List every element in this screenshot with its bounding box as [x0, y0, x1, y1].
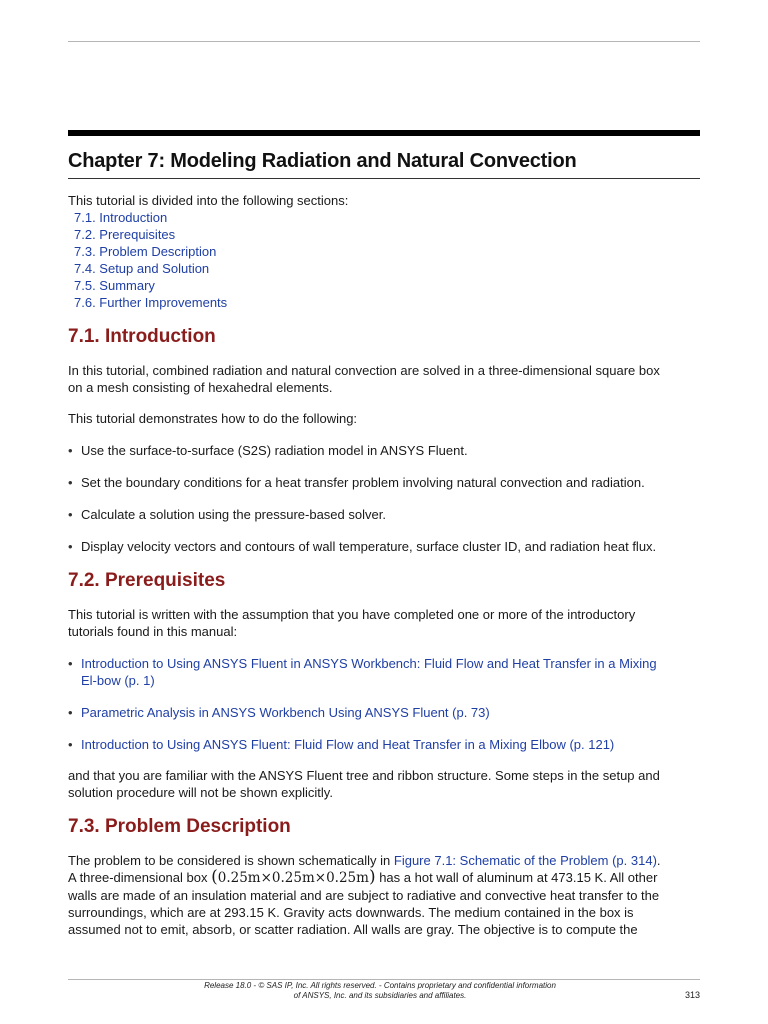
- bullet-icon: •: [68, 539, 73, 554]
- list-item: • Set the boundary conditions for a heat transfer problem involving natural convection and radiation.: [68, 475, 645, 490]
- list-item: • Calculate a solution using the pressure-based solver.: [68, 507, 386, 522]
- section-heading-problem-description: 7.3. Problem Description: [68, 816, 291, 837]
- paren-close: ): [368, 867, 376, 887]
- chapter-underline: [68, 178, 700, 179]
- bullet-icon: •: [68, 656, 73, 671]
- intro-paragraph: In this tutorial, combined radiation and natural convection are solved in a three-dimensional square box on a mesh consisting of hexahedral elements.: [68, 363, 660, 395]
- toc-link-prerequisites[interactable]: 7.2. Prerequisites: [74, 227, 176, 242]
- bullet-icon: •: [68, 705, 73, 720]
- section-heading-introduction: 7.1. Introduction: [68, 326, 216, 347]
- figure-link[interactable]: Figure 7.1: Schematic of the Problem (p. 314): [393, 853, 657, 868]
- list-item: • Use the surface-to-surface (S2S) radiation model in ANSYS Fluent.: [68, 443, 468, 458]
- bullet-icon: •: [68, 507, 73, 522]
- chapter-title: Chapter 7: Modeling Radiation and Natural Convection: [68, 150, 577, 172]
- chapter-rule: [68, 130, 700, 136]
- top-rule: [68, 41, 700, 42]
- toc-list: [68, 209, 668, 311]
- problem-paragraph: The problem to be considered is shown schematically in Figure 7.1: Schematic of the Problem (p. 314). A three-dimensional box (0.25m×0.25m×0.25m) has a hot wall of aluminum at 473.15 K. All other walls are made of an insulation material and are subject to radiative and convective heat transfer to the surroundings, which are at 293.15 K. Gravity acts downwards. The medium contained in the box is assumed not to emit, absorb, or scatter radiation. All walls are gray. The objective is to compute the: [68, 853, 661, 937]
- page-number: 313: [684, 990, 700, 1000]
- bullet-icon: •: [68, 737, 73, 752]
- section-heading-prerequisites: 7.2. Prerequisites: [68, 570, 226, 591]
- footer-copyright: Release 18.0 - © SAS IP, Inc. All rights reserved. - Contains proprietary and confidential information of ANSYS, Inc. and its subsidiaries and affiliates.: [204, 981, 556, 1000]
- page-content: [68, 192, 668, 938]
- bullet-icon: •: [68, 443, 73, 458]
- prereq-familiar-paragraph: and that you are familiar with the ANSYS Fluent tree and ribbon structure. Some steps in the setup and solution procedure will not be shown explicitly.: [68, 768, 660, 800]
- toc-link-introduction[interactable]: 7.1. Introduction: [74, 210, 168, 225]
- bullet-icon: •: [68, 475, 73, 490]
- list-item: • Display velocity vectors and contours of wall temperature, surface cluster ID, and radiation heat flux.: [68, 539, 657, 554]
- toc-link-summary[interactable]: 7.5. Summary: [74, 278, 155, 293]
- toc-link-further-improvements[interactable]: 7.6. Further Improvements: [74, 295, 228, 310]
- paren-open: (: [211, 867, 218, 887]
- prereq-paragraph: This tutorial is written with the assumption that you have completed one or more of the introductory tutorials found in this manual:: [68, 607, 636, 639]
- intro-bullet-list: [68, 442, 668, 555]
- toc-intro: This tutorial is divided into the following sections:: [68, 193, 349, 208]
- intro-demonstrates: This tutorial demonstrates how to do the following:: [68, 411, 358, 426]
- prereq-link-fluent-mixing-elbow[interactable]: • Introduction to Using ANSYS Fluent: Fluid Flow and Heat Transfer in a Mixing Elbow (p. 121): [68, 737, 615, 752]
- box-dimensions: 0.25m×0.25m×0.25m: [217, 870, 369, 886]
- toc-link-setup-and-solution[interactable]: 7.4. Setup and Solution: [74, 261, 210, 276]
- footer-rule: [68, 979, 700, 980]
- prereq-link-workbench-mixing-elbow[interactable]: • Introduction to Using ANSYS Fluent in ANSYS Workbench: Fluid Flow and Heat Transfer in a Mixing El-bow (p. 1): [68, 656, 657, 688]
- prereq-link-parametric-analysis[interactable]: • Parametric Analysis in ANSYS Workbench Using ANSYS Fluent (p. 73): [68, 705, 490, 720]
- toc-link-problem-description[interactable]: 7.3. Problem Description: [74, 244, 217, 259]
- prereq-link-list: [68, 655, 668, 753]
